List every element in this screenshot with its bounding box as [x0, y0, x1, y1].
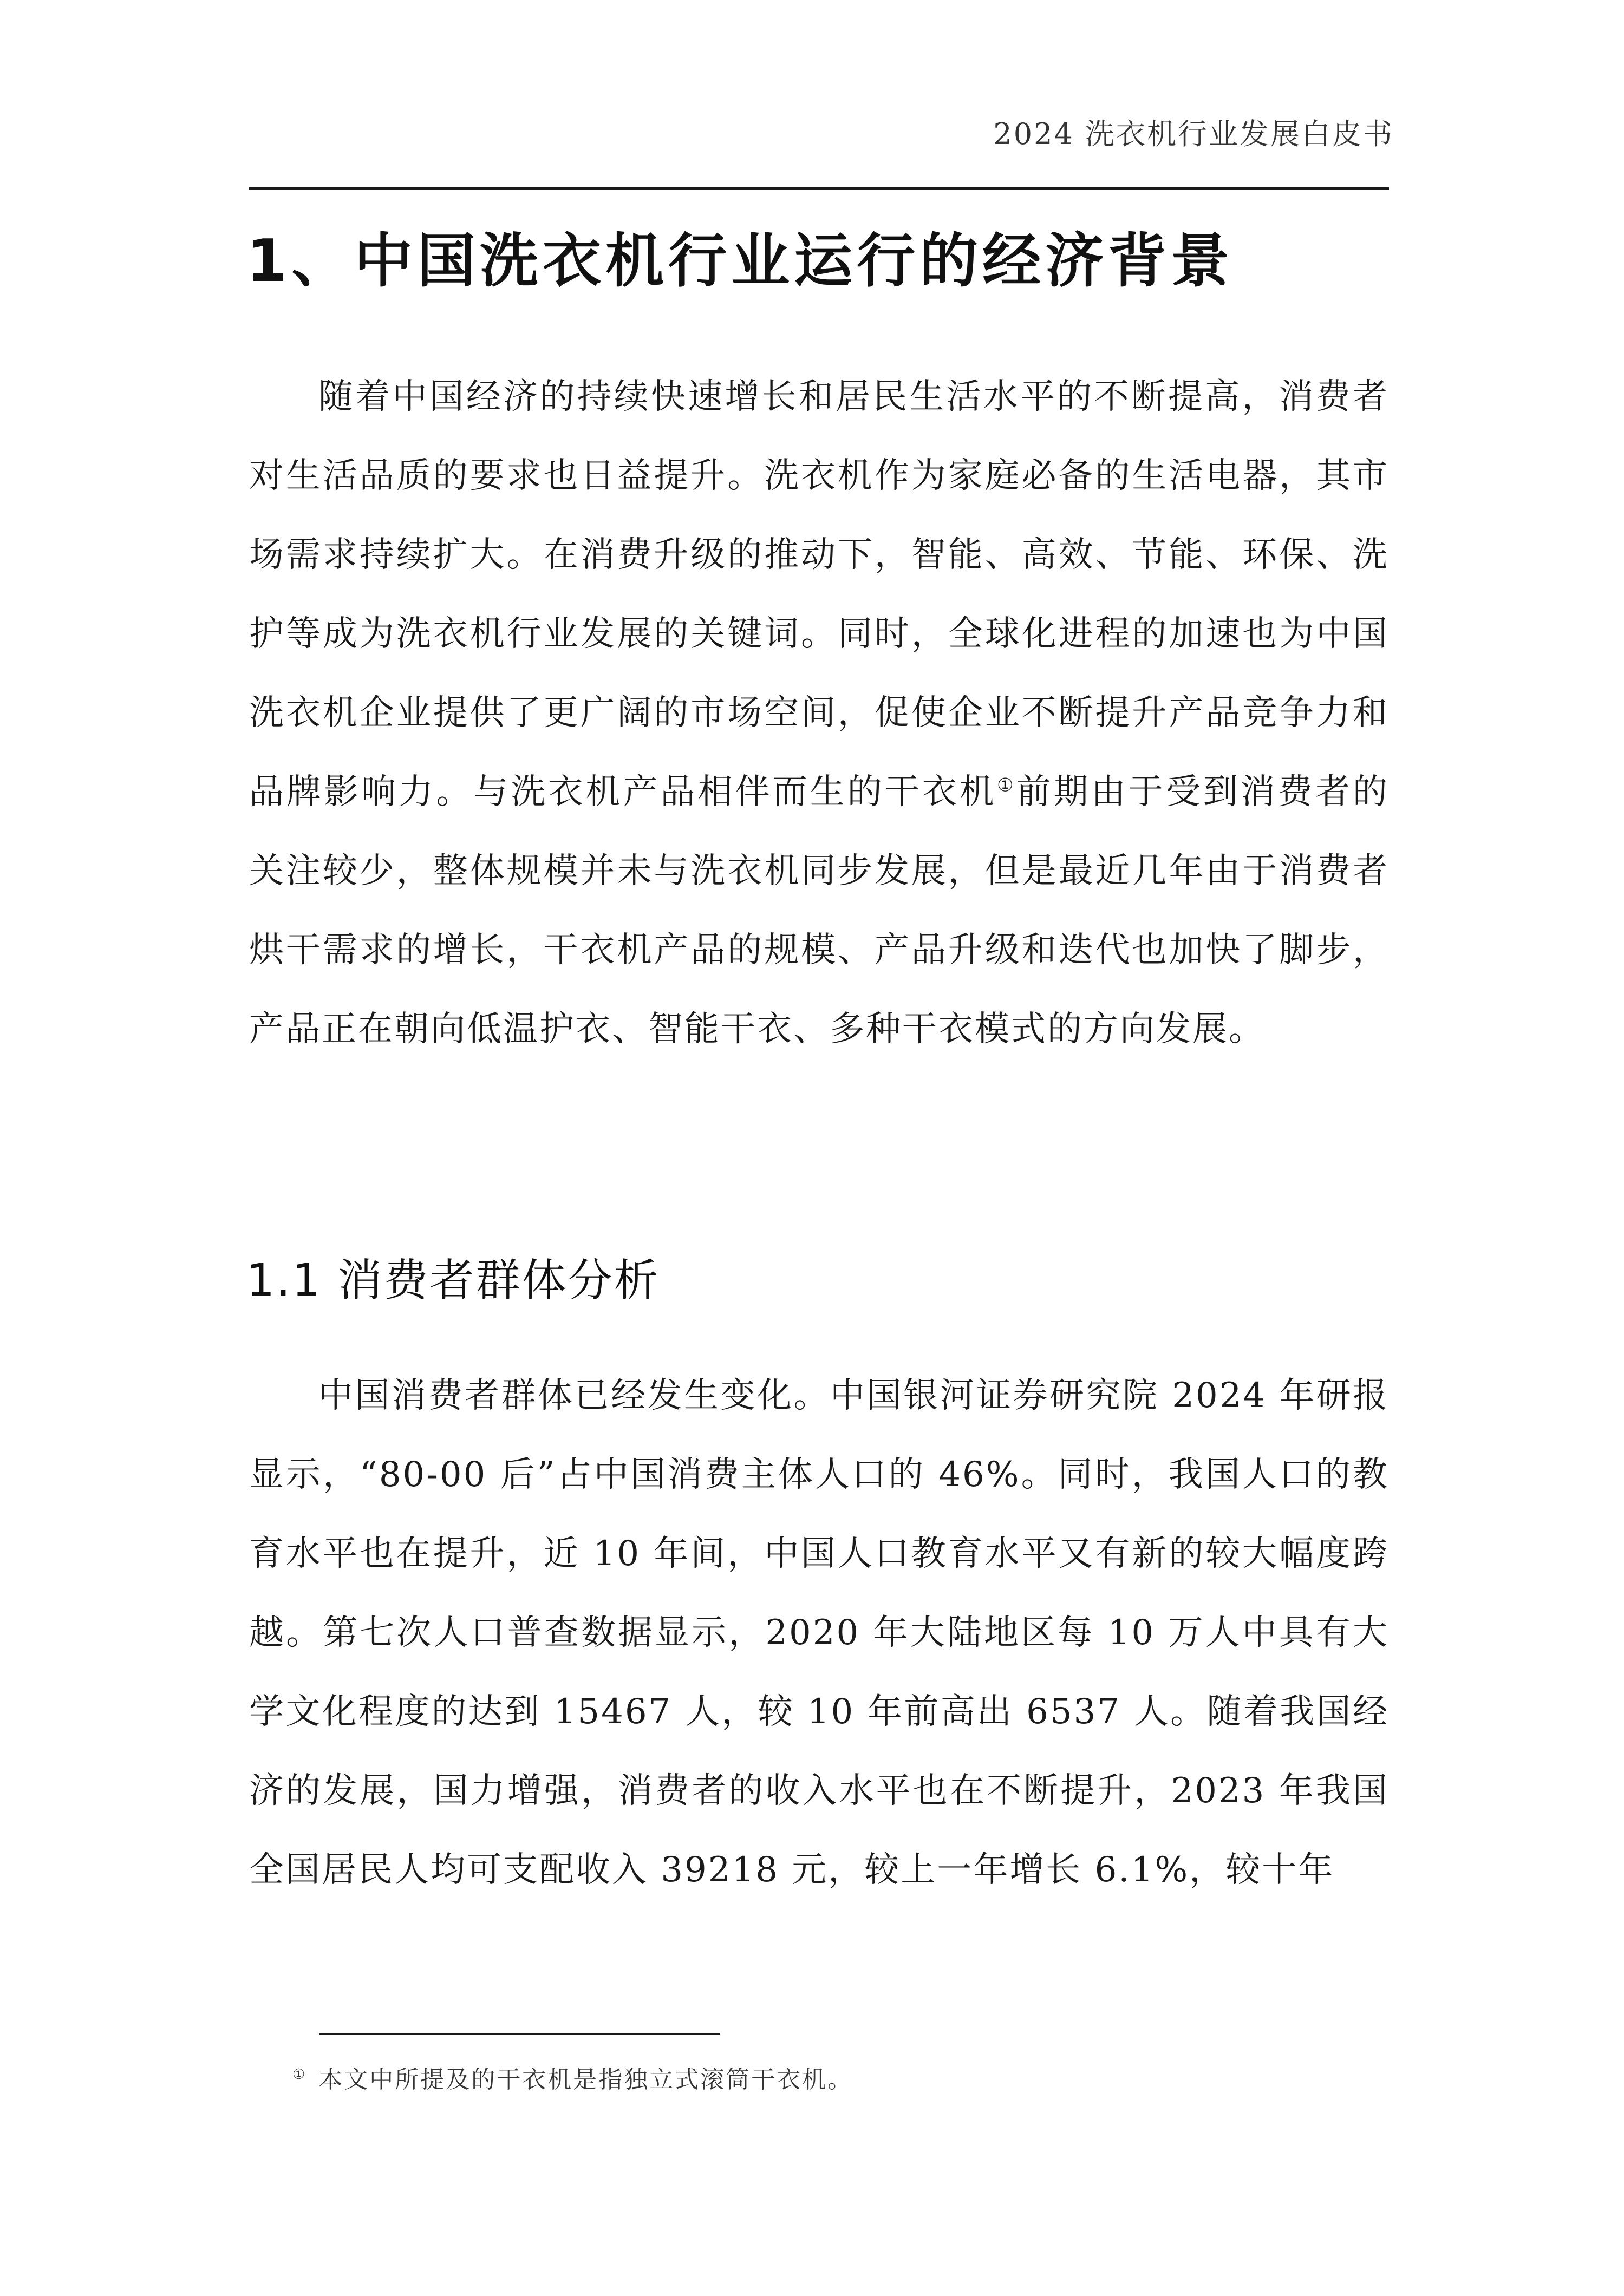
footnote [292, 2060, 853, 2095]
footnote-reference[interactable]: ① [997, 774, 1016, 796]
body-paragraph-2: 中国消费者群体已经发生变化。中国银河证券研究院 2024 年研报显示，“80-00 后”占中国消费主体人口的 46%。同时，我国人口的教育水平也在提升，近 10 年间，中国人口教育水平又有新的较大幅度跨越。第七次人口普查数据显示，2020 年大陆地区每 10 万人中具有大学文化程度的达到 15467 人，较 10 年前高出 6537 人。随着我国经济的发展，国力增强，消费者的收入水平也在不断提升，2023 年我国全国居民人均可支配收入 39218 元，较上一年增长 6.1%，较十年 [249, 1376, 1389, 1890]
footnote-text: 本文中所提及的干衣机是指独立式滚筒干衣机。 [318, 2066, 853, 2094]
paragraph-text-after-ref: 前期由于受到消费者的关注较少，整体规模并未与洗衣机同步发展，但是最近几年由于消费者烘干需求的增长，干衣机产品的规模、产品升级和迭代也加快了脚步，产品正在朝向低温护衣、智能干衣、多种干衣模式的方向发展。 [249, 772, 1390, 1049]
header-divider [249, 187, 1389, 190]
section-heading: 1、中国洗衣机行业运行的经济背景 [246, 227, 1234, 295]
paragraph-text-before-ref: 随着中国经济的持续快速增长和居民生活水平的不断提高，消费者对生活品质的要求也日益提升。洗衣机作为家庭必备的生活电器，其市场需求持续扩大。在消费升级的推动下，智能、高效、节能、环保、洗护等成为洗衣机行业发展的关键词。同时，全球化进程的加速也为中国洗衣机企业提供了更广阔的市场空间，促使企业不断提升产品竞争力和品牌影响力。与洗衣机产品相伴而生的干衣机 [249, 377, 1389, 812]
running-header: 2024 洗衣机行业发展白皮书 [993, 117, 1394, 151]
footnote-mark: ① [292, 2066, 307, 2083]
footnote-divider [319, 2033, 720, 2035]
body-paragraph-1 [249, 357, 1389, 1069]
subsection-heading: 1.1 消费者群体分析 [246, 1255, 660, 1306]
